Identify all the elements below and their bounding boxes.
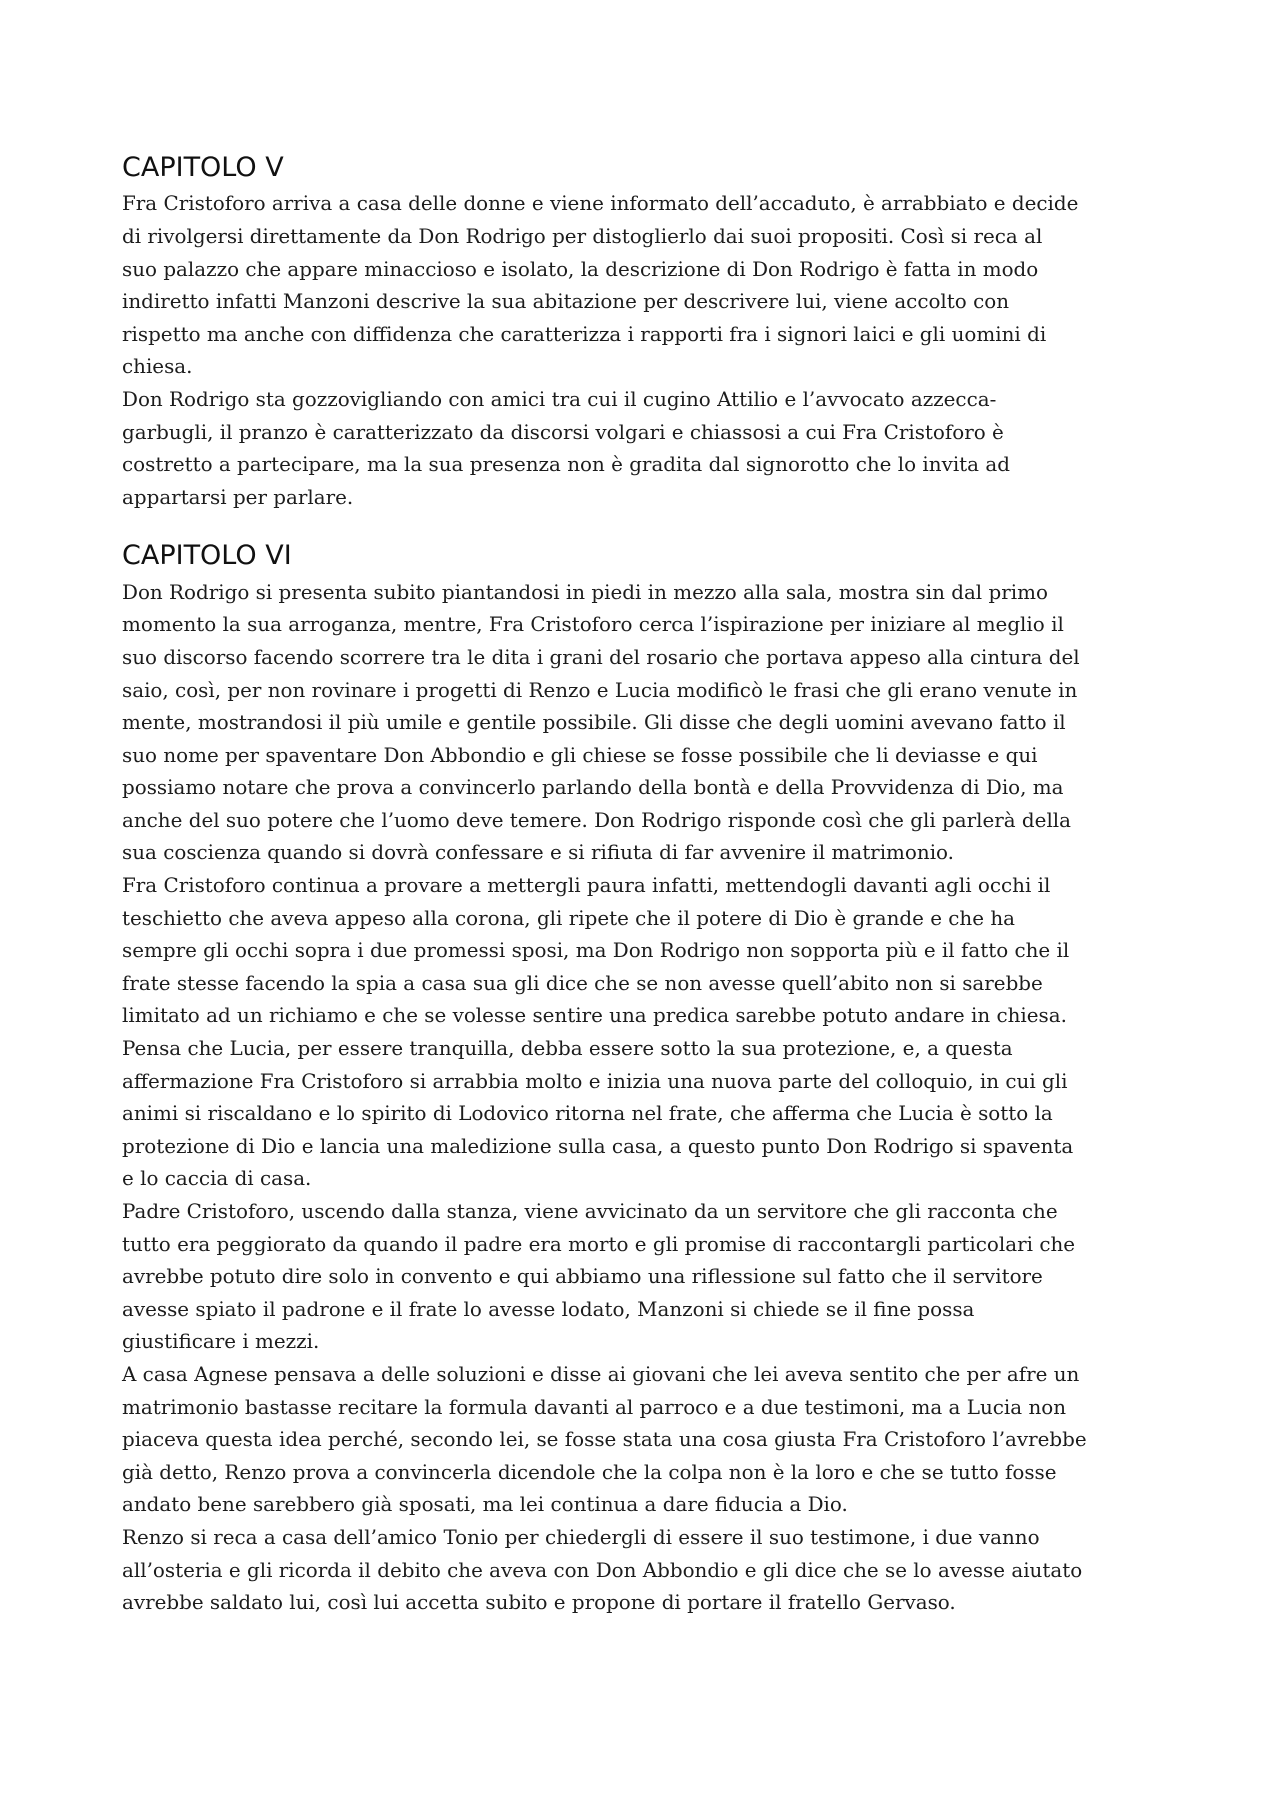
text-line: limitato ad un richiamo e che se volesse sentire una predica sarebbe potuto andare in chiesa.: [122, 1004, 1067, 1028]
paragraph: [122, 1522, 1162, 1620]
text-line: già detto, Renzo prova a convincerla dicendole che la colpa non è la loro e che se tutto fosse: [122, 1460, 1057, 1484]
text-line: Pensa che Lucia, per essere tranquilla, debba essere sotto la sua protezione, e, a questa: [122, 1037, 1013, 1061]
text-line: A casa Agnese pensava a delle soluzioni e disse ai giovani che lei aveva sentito che per afre un: [122, 1362, 1080, 1386]
text-line: indiretto infatti Manzoni descrive la sua abitazione per descrivere lui, viene accolto con: [122, 290, 1010, 314]
paragraph: [122, 577, 1162, 870]
text-line: andato bene sarebbero già sposati, ma lei continua a dare fiducia a Dio.: [122, 1493, 848, 1517]
section-spacer: [122, 514, 1162, 540]
text-line: frate stesse facendo la spia a casa sua gli dice che se non avesse quell’abito non si sarebbe: [122, 971, 1043, 995]
text-line: giustificare i mezzi.: [122, 1330, 320, 1354]
chapter-title: CAPITOLO VI: [122, 540, 292, 572]
text-line: e lo caccia di casa.: [122, 1167, 312, 1191]
text-line: suo palazzo che appare minaccioso e isolato, la descrizione di Don Rodrigo è fatta in modo: [122, 257, 1039, 281]
text-line: sua coscienza quando si dovrà confessare e si rifiuta di far avvenire il matrimonio.: [122, 841, 955, 865]
paragraph: [122, 1359, 1162, 1522]
text-line: costretto a partecipare, ma la sua presenza non è gradita dal signorotto che lo invita ad: [122, 453, 1010, 477]
text-line: saio, così, per non rovinare i progetti di Renzo e Lucia modificò le frasi che gli erano venute in: [122, 678, 1078, 702]
text-line: garbugli, il pranzo è caratterizzato da discorsi volgari e chiassosi a cui Fra Cristoforo è: [122, 420, 1004, 444]
text-line: Don Rodrigo si presenta subito piantandosi in piedi in mezzo alla sala, mostra sin dal primo: [122, 580, 1048, 604]
chapter-section: [122, 152, 1162, 514]
text-line: Fra Cristoforo continua a provare a mettergli paura infatti, mettendogli davanti agli occhi il: [122, 874, 1051, 898]
text-line: sempre gli occhi sopra i due promessi sposi, ma Don Rodrigo non sopporta più e il fatto che il: [122, 939, 1070, 963]
text-line: avesse spiato il padrone e il frate lo avesse lodato, Manzoni si chiede se il fine possa: [122, 1297, 975, 1321]
chapter-section: [122, 540, 1162, 1619]
text-line: suo discorso facendo scorrere tra le dita i grani del rosario che portava appeso alla cintura del: [122, 645, 1080, 669]
text-line: Padre Cristoforo, uscendo dalla stanza, viene avvicinato da un servitore che gli racconta che: [122, 1200, 1058, 1223]
text-line: piaceva questa idea perché, secondo lei, se fosse stata una cosa giusta Fra Cristoforo l’avrebbe: [122, 1428, 1087, 1452]
text-line: tutto era peggiorato da quando il padre era morto e gli promise di raccontargli particolari che: [122, 1232, 1076, 1256]
chapter-title: CAPITOLO V: [122, 152, 284, 183]
text-line: Fra Cristoforo arriva a casa delle donne e viene informato dell’accaduto, è arrabbiato e decide: [122, 192, 1079, 216]
paragraph: [122, 870, 1162, 1196]
text-line: suo nome per spaventare Don Abbondio e gli chiese se fosse possibile che li deviasse e qui: [122, 743, 1038, 767]
text-line: teschietto che aveva appeso alla corona, gli ripete che il potere di Dio è grande e che ha: [122, 906, 1016, 930]
text-line: mente, mostrandosi il più umile e gentile possibile. Gli disse che degli uomini avevano fatto il: [122, 711, 1066, 735]
document-page: [122, 152, 1162, 1620]
text-line: avrebbe saldato lui, così lui accetta subito e propone di portare il fratello Gervaso.: [122, 1591, 956, 1615]
text-line: avrebbe potuto dire solo in convento e qui abbiamo una riflessione sul fatto che il servitore: [122, 1265, 1043, 1289]
text-line: momento la sua arroganza, mentre, Fra Cristoforo cerca l’ispirazione per iniziare al meglio il: [122, 613, 1064, 637]
text-line: Renzo si reca a casa dell’amico Tonio per chiedergli di essere il suo testimone, i due vanno: [122, 1525, 1040, 1549]
text-line: affermazione Fra Cristoforo si arrabbia molto e inizia una nuova parte del colloquio, in cui gli: [122, 1069, 1068, 1093]
text-line: chiesa.: [122, 355, 193, 379]
paragraph: [122, 188, 1162, 384]
text-line: protezione di Dio e lancia una maledizione sulla casa, a questo punto Don Rodrigo si spaventa: [122, 1134, 1074, 1158]
paragraph: [122, 1196, 1162, 1359]
text-line: matrimonio bastasse recitare la formula davanti al parroco e a due testimoni, ma a Lucia non: [122, 1395, 1067, 1419]
text-line: possiamo notare che prova a convincerlo parlando della bontà e della Provvidenza di Dio, ma: [122, 776, 1064, 800]
text-line: di rivolgersi direttamente da Don Rodrigo per distoglierlo dai suoi propositi. Così si reca al: [122, 224, 1043, 248]
text-line: all’osteria e gli ricorda il debito che aveva con Don Abbondio e gli dice che se lo avesse aiutato: [122, 1558, 1083, 1582]
text-line: rispetto ma anche con diffidenza che caratterizza i rapporti fra i signori laici e gli uomini di: [122, 322, 1047, 346]
text-line: Don Rodrigo sta gozzovigliando con amici tra cui il cugino Attilio e l’avvocato azzecca-: [122, 387, 997, 411]
text-line: appartarsi per parlare.: [122, 485, 354, 509]
text-line: anche del suo potere che l’uomo deve temere. Don Rodrigo risponde così che gli parlerà della: [122, 808, 1072, 832]
paragraph: [122, 384, 1162, 514]
text-line: animi si riscaldano e lo spirito di Lodovico ritorna nel frate, che afferma che Lucia è sotto la: [122, 1102, 1053, 1126]
